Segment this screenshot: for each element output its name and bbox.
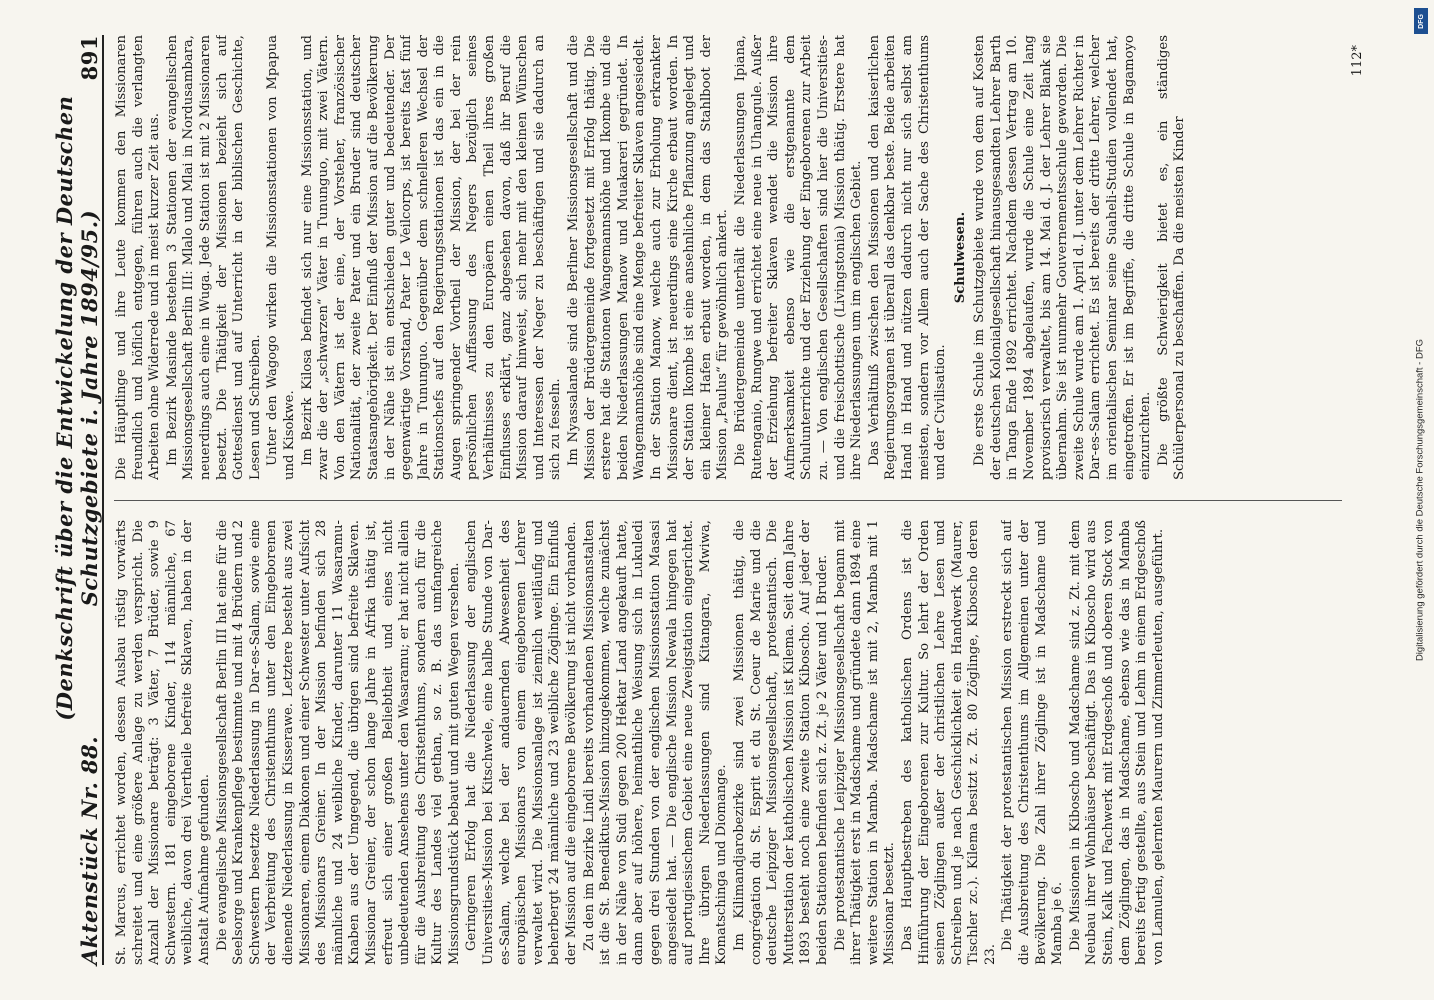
column-divider — [114, 500, 1342, 501]
paragraph: Im Bezirk Masinde bestehen 3 Stationen der evangelischen Missionsgesellschaft Berlin III: Mlalo und Mlai in Nordusambara, neuerdings auch eine in Wuga. Jede Station ist mit 2 Missionaren besetzt. Die Thätigkeit der Missionen bezieht sich auf Gottesdienst und auf Unterricht in der biblischen Geschichte, Lesen und Schreiben. — [164, 35, 263, 480]
dfg-logo — [1414, 8, 1428, 34]
paragraph: Die Missionen in Kiboscho und Madschame sind z. Zt. mit dem Neubau ihrer Wohnhäuser beschäftigt. Das in Kiboscho wird aus Stein, Kalk und Fachwerk mit Erdgeschoß und oberen Stock von dem Zöglingen, das in Madschame, ebenso wie das in Mamba bereits fertig gestellte, aus Stein und Lehm in einem Erdgeschoß von Lamulen, gelernten Maurern und Zimmerleuten, ausgeführt. — [1067, 520, 1166, 965]
paragraph: Die protestantische Leipziger Missionsgesellschaft begann mit ihrer Thätigkeit erst in Madschame und gründete dann 1894 eine weitere Station in Mamba. Madschame ist mit 2, Mamba mit 1 Missionar besetzt. — [832, 520, 898, 965]
sheet-signature: 112* — [1350, 45, 1365, 77]
paragraph: Die Brüdergemeinde unterhält die Niederlassungen Ipiana, Rutenganio, Rungwe und errichtet eine neue in Uhangule. Außer der Erziehung befreiter Sklaven wendet die Mission ihre Aufmerksamkeit ebenso wie die erstgenannte dem Schulunterrichte und der Erziehung der Eingeborenen zur Arbeit zu. — Von englischen Gesellschaften sind hier die Universities- und die freischottische (Livingstonia) Mission thätig. Erstere hat ihre Niederlassungen um im englischen Gebiet. — [732, 35, 865, 480]
paragraph: Das Verhältniß zwischen den Missionen und den kaiserlichen Regierungsorganen ist überall das denkbar beste. Beide arbeiten Hand in Hand und nützen dadurch nicht nur sich selbst am meisten, sondern vor Allem auch der Sache des Christenthums und der Civilisation. — [866, 35, 949, 480]
page-number: 891 — [77, 35, 102, 81]
page-header — [52, 35, 104, 965]
credit-text: Digitalisierung gefördert durch die Deutsche Forschungsgemeinschaft - DFG — [1414, 338, 1426, 662]
paragraph: Im Bezirk Kilosa befindet sich nur eine Missionsstation, und zwar die der „schwarzen“ Väter in Tununguo, mit zwei Vätern. Von den Vätern ist der eine, der Vorsteher, französischer Nationalität, der zweite Pater und ein Bruder sind deutscher Staatsangehörigkeit. Der Einfluß der Mission auf die Bevölkerung in der Nähe ist ein entschieden guter und bedeutender. Der gegenwärtige Vorstand, Pater Le Veilcorps, ist bereits fast fünf Jahre in Tununguo. Gegenüber dem schnelleren Wechsel der Stationschefs auf den Regierungsstationen ist das ein in die Augen springender Vortheil der Mission, der bei der rein persönlichen Auffassung des Negers bezüglich seines Verhältnisses zu den Europäern einen Theil ihres großen Einflusses erklärt, ganz abgesehen davon, daß ihr Beruf die Mission darauf hinweist, sich mehr mit den kleinen Wünschen und Interessen der Neger zu beschäftigen und sie dadurch an sich zu fesseln. — [299, 35, 564, 480]
paragraph: Die evangelische Missionsgesellschaft Berlin III hat eine für die Seelsorge und Krankenpflege bestimmte und mit 4 Brüdern und 2 Schwestern besetzte Niederlassung in Dar-es-Salam, sowie eine der Verbreitung des Christenthums unter den Eingeborenen dienende Niederlassung in Kisserawe. Letztere besteht aus zwei Missionaren, einem Diakonen und einer Schwester unter Aufsicht des Missionars Greiner. In der Mission befinden sich 28 männliche und 24 weibliche Kinder, darunter 11 Wasaramu-Knaben aus der Umgegend, die übrigen sind befreite Sklaven. Missionar Greiner, der schon lange Jahre in Afrika thätig ist, erfreut sich einer großen Beliebtheit und eines nicht unbedeutenden Ansehens unter den Wasaramu; er hat nicht allein für die Ausbreitung des Christenthums, sondern auch für die Kultur des Landes viel gethan, so z. B. das umfangreiche Missionsgrundstück bebaut und mit guten Wegen versehen. — [214, 520, 462, 965]
paragraph: Die Häuptlinge und ihre Leute kommen den Missionaren freundlich und höflich entgegen, führen auch die verlangten Arbeiten ohne Widerrede und in meist kurzer Zeit aus. — [114, 35, 163, 480]
page-title: (Denkschrift über die Entwickelung der Deutschen Schutzgebiete i. Jahre 1894/95.) — [52, 95, 102, 721]
dfg-logo-text: DFG — [1417, 13, 1425, 29]
right-column — [114, 35, 1344, 480]
paragraph: Im Nyassalande sind die Berliner Missionsgesellschaft und die Mission der Brüdergemeinde fortgesetzt mit Erfolg thätig. Die erstere hat die Stationen Wangemannshöhe und Ikombe und die beiden Niederlassungen Manow und Muakareri gegründet. In Wangemannshöhe sind eine Menge befreiter Sklaven angesiedelt. In der Station Manow, welche auch zur Erholung erkrankter Missionare dient, ist neuerdings eine Kirche erbaut worden. In der Station Ikombe ist eine ansehnliche Pflanzung angelegt und ein kleiner Hafen erbaut worden, in dem das Stahlboot der Mission „Paulus“ für gewöhnlich ankert. — [566, 35, 731, 480]
document-number: Aktenstück Nr. 88. — [77, 735, 102, 965]
paragraph: Im Kilimandjarobezirke sind zwei Missionen thätig, die congrégation du St. Esprit et du St. Coeur de Marie und die deutsche Leipziger Missionsgesellschaft, protestantisch. Die Mutterstation der katholischen Mission ist Kilema. Seit dem Jahre 1893 besteht noch eine zweite Station Kiboscho. Auf jeder der beiden Stationen befinden sich z. Zt. je 2 Väter und 1 Bruder. — [731, 520, 830, 965]
rotated-document-sheet — [52, 35, 1372, 965]
paragraph: Unter den Wagogo wirken die Missionsstationen von Mpapua und Kisokwe. — [265, 35, 297, 480]
digitization-credit — [1410, 10, 1430, 990]
paragraph: Die größte Schwierigkeit bietet es, ein ständiges Schülerpersonal zu beschaffen. Da die meisten Kinder — [1155, 35, 1188, 480]
left-column — [114, 520, 1344, 965]
paragraph: Die erste Schule im Schutzgebiete wurde von dem auf Kosten der deutschen Kolonialgesellschaft hinausgesandten Lehrer Barth in Tanga Ende 1892 errichtet. Nachdem dessen Vertrag am 10. November 1894 abgelaufen, wurde die Schule eine Zeit lang provisorisch verwaltet, bis am 14. Mai d. J. der Lehrer Blank sie übernahm. Sie ist nunmehr Gouvernementsschule geworden. Die zweite Schule wurde am 1. April d. J. unter dem Lehrer Richter in Dar-es-Salam errichtet. Es ist bereits der dritte Lehrer, welcher im orientalischen Seminar seine Suaheli-Studien vollendet hat, eingetroffen. Er ist im Begriffe, die dritte Schule in Bagamoyo einzurichten. — [972, 35, 1154, 480]
paragraph: Zu den im Bezirke Lindi bereits vorhandenen Missionsanstalten ist die St. Benediktus-Mission hinzugekommen, welche zunächst in der Nähe von Sudi gegen 200 Hektar Land angekauft hatte, dann aber auf höhere, heimathliche Weisung sich in Lukuledi gegen drei Stunden von der englischen Missionsstation Masasi angesiedelt hat. — Die englische Mission Newala hingegen hat auf portugiesischem Gebiet eine neue Zweigstation eingerichtet. Ihre übrigen Niederlassungen sind Kitangara, Mwiwa, Komatschinga und Diomange. — [581, 520, 730, 965]
paragraph: Geringeren Erfolg hat die Niederlassung der englischen Universities-Mission bei Kitschwele, eine halbe Stunde von Dar-es-Salam, welche bei der andauernden Abwesenheit des europäischen Missionars von einem eingeborenen Lehrer verwaltet wird. Die Missionsanlage ist ziemlich weitläufig und beherbergt 24 männliche und 23 weibliche Zöglinge. Ein Einfluß der Mission auf die eingeborene Bevölkerung ist nicht vorhanden. — [464, 520, 580, 965]
section-heading: Schulwesen. — [952, 211, 968, 304]
paragraph: St. Marcus, errichtet worden, dessen Ausbau rüstig vorwärts schreitet und eine größere Anlage zu werden verspricht. Die Anzahl der Missionare beträgt: 3 Väter, 7 Brüder, sowie 9 Schwestern. 181 eingeborene Kinder, 114 männliche, 67 weibliche, davon drei Viertheile befreite Sklaven, haben in der Anstalt Aufnahme gefunden. — [114, 520, 212, 965]
paragraph: Das Hauptbestreben des katholischen Ordens ist die Hinführung der Eingeborenen zur Kultur. So lehrt der Orden seinen Zöglingen außer der christlichen Lehre Lesen und Schreiben und je nach Geschicklichkeit ein Handwerk (Maurer, Tischler zc.). Kilema besitzt z. Zt. 80 Zöglinge, Kiboscho deren 23. — [899, 520, 998, 965]
paragraph: Die Thätigkeit der protestantischen Mission erstreckt sich auf die Ausbreitung des Christenthums im Allgemeinen unter der Bevölkerung. Die Zahl ihrer Zöglinge ist in Madschame und Mamba je 6. — [1000, 520, 1066, 965]
